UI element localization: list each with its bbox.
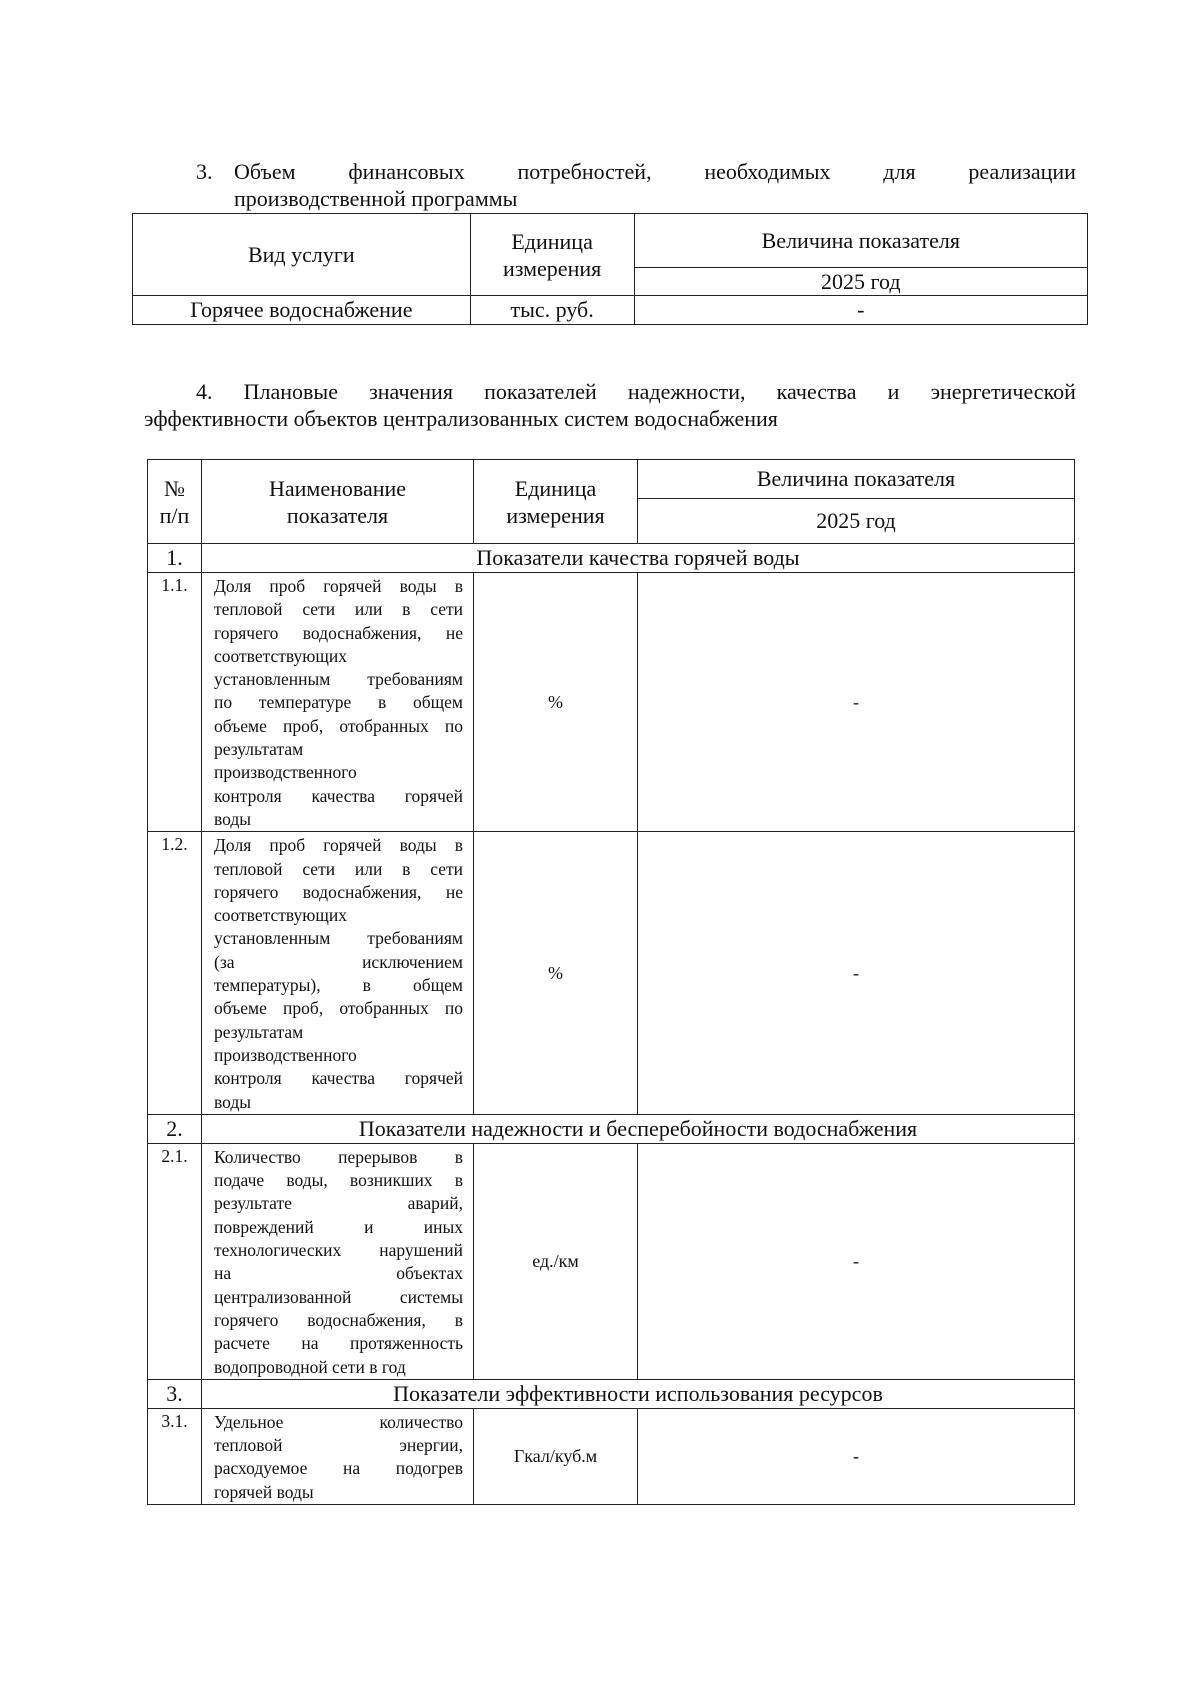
indicator-name-line: производственного [214,762,357,783]
section-4-heading [144,378,1076,432]
value-cell: - [634,296,1087,325]
indicator-name [202,832,474,1115]
col-unit-header [474,460,638,544]
section-number: 3. [148,1379,202,1408]
indicator-name-line: подаче воды, возникших в [214,1170,463,1191]
indicator-name-line: повреждений и иных [214,1216,463,1237]
indicator-name-line: соответствующих [214,645,347,666]
indicator-name-line: температуры), в общем [214,975,463,996]
section-row [148,544,1075,573]
service-cell: Горячее водоснабжение [133,296,471,325]
section-number: 1. [148,544,202,573]
sec3-word: для [883,159,916,184]
unit-cell: % [474,832,638,1115]
sec4-word: показателей [484,379,597,404]
sec4-word: 4. [196,379,213,404]
sec3-word: финансовых [348,159,465,184]
col-unit-header-text: Единица измерения [506,475,605,528]
sec4-word: качества [776,379,857,404]
indicator-name-line: Количество перерывов в [214,1146,463,1167]
indicator-name-line: централизованной системы [214,1286,463,1307]
indicator-name-line: Доля проб горячей воды в [214,576,463,596]
table-row [148,573,1075,832]
sec4-word: надежности, [627,379,746,404]
section-3-heading-line1 [234,158,1076,185]
indicator-name-line: горячей воды [214,1481,314,1502]
indicator-name-line: результате аварий, [214,1193,463,1214]
sec4-word: значения [369,379,453,404]
indicator-name-line: горячего водоснабжения, не [214,881,463,902]
sec3-word: необходимых [704,159,831,184]
table-row [148,832,1075,1115]
value-cell: - [638,1408,1075,1504]
col-num-header-text: № п/п [159,475,190,528]
col-service-header: Вид услуги [133,214,471,296]
indicator-name-line: результатам [214,739,304,760]
sec3-word: потребностей, [517,159,652,184]
indicator-name-line: тепловой энергии, [214,1435,463,1456]
indicator-name-line: объеме проб, отобранных по [214,998,463,1019]
col-name-header [202,460,474,544]
item-number: 3.1. [148,1408,202,1504]
unit-cell: тыс. руб. [470,296,634,325]
indicator-name-line: технологических нарушений [214,1240,463,1261]
col-year-header: 2025 год [638,499,1075,544]
sec3-word: реализации [968,159,1076,184]
indicator-name-line: воды [214,1091,252,1112]
col-unit-header-text: Единица измерения [502,228,602,281]
indicator-name-line: расходуемое на подогрев [214,1458,463,1479]
section-row [148,1114,1075,1143]
section-title: Показатели качества горячей воды [202,544,1075,573]
section-4-heading-line2: эффективности объектов централизованных систем водоснабжения [144,406,778,431]
indicator-name-line: по температуре в общем [214,692,463,713]
unit-cell: ед./км [474,1143,638,1379]
indicator-name-line: Удельное количество [214,1411,463,1432]
indicator-name-line: Доля проб горячей воды в [214,835,463,856]
indicator-name-line: контроля качества горячей [214,785,463,806]
indicator-name-line: (за исключением [214,951,463,972]
section-title: Показатели надежности и бесперебойности водоснабжения [202,1114,1075,1143]
unit-cell: Гкал/куб.м [474,1408,638,1504]
col-unit-header [470,214,634,296]
value-cell: - [638,1143,1075,1379]
indicator-name-line: установленным требованиям [214,669,463,690]
indicator-name-line: результатам [214,1021,304,1042]
value-cell: - [638,832,1075,1115]
indicator-name-line: тепловой сети или в сети [214,599,463,620]
indicator-name-line: соответствующих [214,905,347,926]
table-row [148,1408,1075,1504]
indicator-name-line: воды [214,808,252,829]
table-row [133,296,1088,325]
section-title: Показатели эффективности использования ресурсов [202,1379,1075,1408]
indicator-name-line: производственного [214,1044,357,1065]
table-row [148,1143,1075,1379]
indicator-name [202,1143,474,1379]
item-number: 1.1. [148,573,202,832]
indicator-name-line: водопроводной сети в год [214,1356,406,1377]
section-3-number: 3. [196,159,213,184]
indicator-name-line: горячего водоснабжения, не [214,622,463,643]
value-cell: - [638,573,1075,832]
sec4-word: и [887,379,900,404]
item-number: 2.1. [148,1143,202,1379]
indicator-name-line: расчете на протяженность [214,1333,463,1354]
section-3-heading-line2: производственной программы [234,186,518,211]
indicator-name-line: объеме проб, отобранных по [214,715,463,736]
indicator-name-line: горячего водоснабжения, в [214,1309,463,1330]
sec4-word: энергетической [930,379,1076,404]
col-value-header: Величина показателя [634,214,1087,268]
indicator-name-line: на объектах [214,1263,463,1284]
col-name-header-text: Наименование показателя [268,475,407,528]
sec3-word: Объем [234,159,296,184]
col-year-header: 2025 год [634,268,1087,296]
unit-cell: % [474,573,638,832]
indicator-name-line: тепловой сети или в сети [214,858,463,879]
indicator-name-line: контроля качества горячей [214,1068,463,1089]
section-row [148,1379,1075,1408]
section-4-heading-line1 [144,378,1076,405]
indicator-name [202,1408,474,1504]
financial-needs-table [132,213,1088,325]
col-num-header [148,460,202,544]
section-number: 2. [148,1114,202,1143]
sec4-word: Плановые [243,379,338,404]
item-number: 1.2. [148,832,202,1115]
indicator-name [202,573,474,832]
indicators-table [147,459,1075,1505]
indicator-name-line: установленным требованиям [214,928,463,949]
col-value-header: Величина показателя [638,460,1075,499]
